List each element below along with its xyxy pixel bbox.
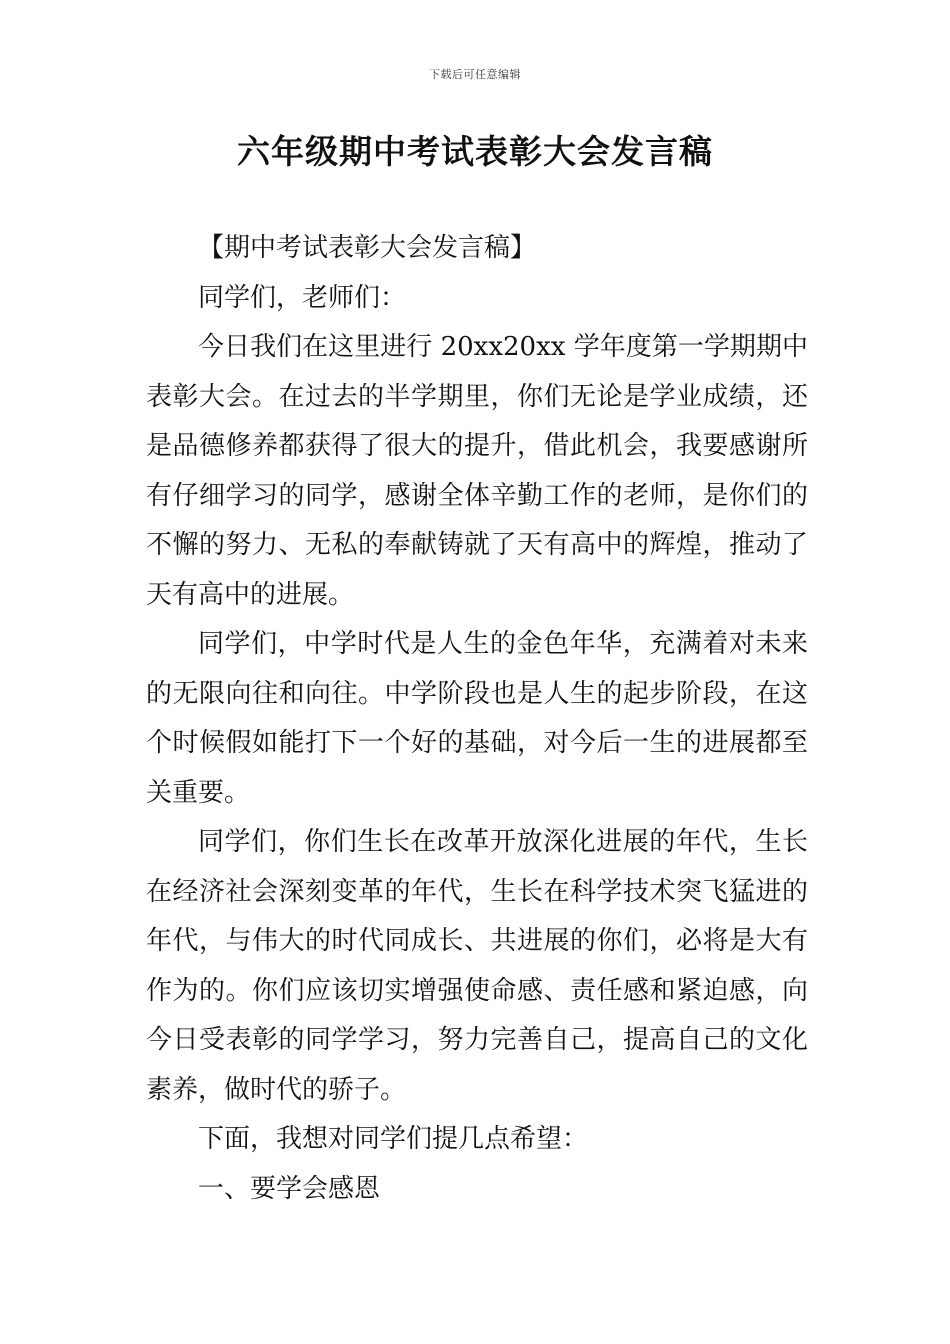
paragraph-subtitle: 【期中考试表彰大会发言稿】 bbox=[198, 233, 537, 263]
document-title: 六年级期中考试表彰大会发言稿 bbox=[237, 132, 713, 171]
paragraph: 同学们，中学时代是人生的金色年华，充满着对未来的无限向往和向往。中学阶段也是人生的起步阶段，在这个时候假如能打下一个好的基础，对今后一生的进展都至关重要。 bbox=[146, 629, 808, 808]
paragraph: 今日我们在这里进行 20xx20xx 学年度第一学期期中表彰大会。在过去的半学期里，你们无论是学业成绩，还是品德修养都获得了很大的提升，借此机会，我要感谢所有仔细学习的同学，感谢全体辛勤工作的老师，是你们的不懈的努力、无私的奉献铸就了天有高中的辉煌，推动了天有高中的进展。 bbox=[146, 332, 808, 610]
paragraph: 同学们，你们生长在改革开放深化进展的年代，生长在经济社会深刻变革的年代，生长在科学技术突飞猛进的年代，与伟大的时代同成长、共进展的你们，必将是大有作为的。你们应该切实增强使命感、责任感和紧迫感，向今日受表彰的同学学习，努力完善自己，提高自己的文化素养，做时代的骄子。 bbox=[146, 827, 808, 1105]
paragraph-salutation: 同学们，老师们： bbox=[198, 282, 407, 313]
paragraph: 下面，我想对同学们提几点希望： bbox=[198, 1124, 589, 1154]
section-heading: 一、要学会感恩 bbox=[198, 1173, 381, 1204]
header-note: 下载后可任意编辑 bbox=[429, 68, 521, 81]
document-body bbox=[146, 224, 808, 1214]
